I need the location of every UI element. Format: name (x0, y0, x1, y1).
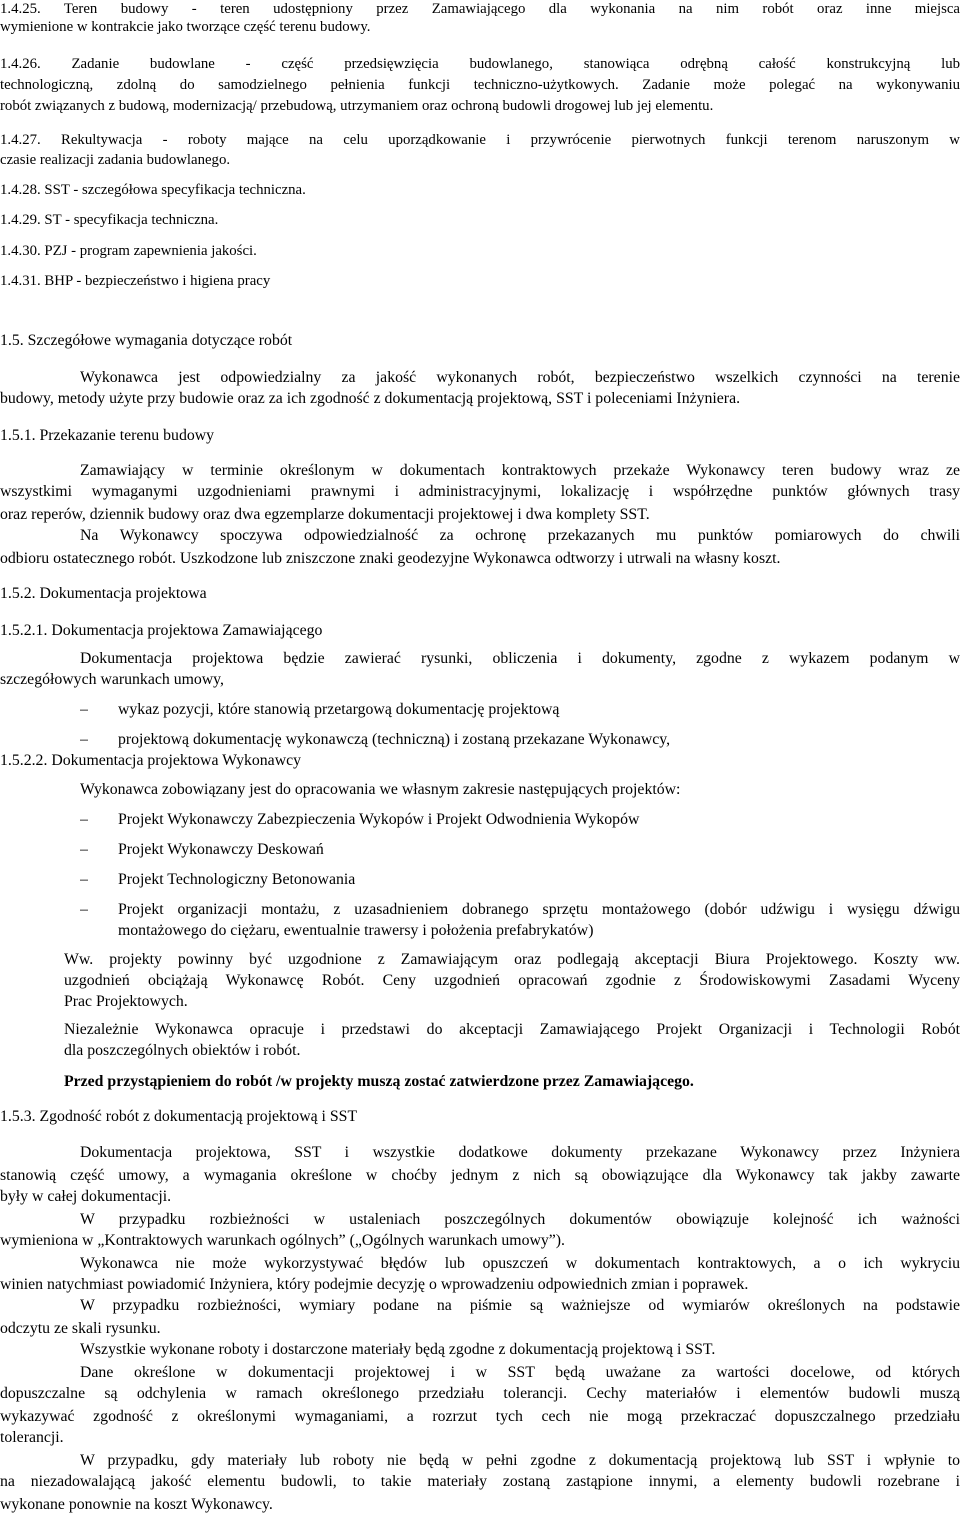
paragraph-1-5-3-line-9: odczytu ze skali rysunku. (0, 1320, 161, 1337)
list-item-continuation: montażowego do ciężaru, ewentualnie trawersy i położenia prefabrykatów) (118, 922, 594, 939)
section-heading-1-5-2-2: 1.5.2.2. Dokumentacja projektowa Wykonawcy (0, 752, 302, 769)
paragraph-1-5-3-line-6: Wykonawca nie może wykorzystywać błędów lub opuszczeń w dokumentach kontraktowych, a o ich wykryciu (80, 1255, 960, 1272)
list-item-text: Projekt Technologiczny Betonowania (118, 871, 356, 888)
definition-1-4-26-line-1: 1.4.26. Zadanie budowlane - część przedsięwzięcia budowlanego, stanowiąca odrębną całość konstrukcyjną lub (0, 56, 960, 72)
paragraph-1-5-3-line-15: W przypadku, gdy materiały lub roboty nie będą w pełni zgodne z dokumentacją projektową lub SST i wpłynie to (80, 1452, 960, 1469)
paragraph-1-5-2-1-line-2: szczegółowych warunkach umowy, (0, 671, 225, 688)
section-heading-1-5-2-1: 1.5.2.1. Dokumentacja projektowa Zamawiającego (0, 622, 323, 639)
section-heading-1-5: 1.5. Szczegółowe wymagania dotyczące robót (0, 332, 293, 349)
paragraph-1-5-1-line-5: odbioru ostatecznego robót. Uszkodzone lub zniszczone znaki geodezyjne Wykonawca odtworzy i utrwali na własny koszt. (0, 550, 781, 567)
paragraph-1-5-3-line-11: Dane określone w dokumentacji projektowej i w SST będą uważane za wartości docelowe, od których (80, 1364, 960, 1381)
list-item-text: Projekt Wykonawczy Zabezpieczenia Wykopów i Projekt Odwodnienia Wykopów (118, 811, 640, 828)
definition-1-4-30: 1.4.30. PZJ - program zapewnienia jakości. (0, 243, 257, 259)
definition-1-4-28: 1.4.28. SST - szczegółowa specyfikacja techniczna. (0, 182, 306, 198)
dash-icon: – (80, 841, 88, 858)
paragraph-1-5-3-line-12: dopuszczalne są odchylenia w ramach określonego przedziału tolerancji. Cechy materiałów i elementów budowli muszą (0, 1385, 960, 1402)
paragraph-ww-line-2: uzgodnień obciążają Wykonawcę Robót. Ceny uzgodnień opracowań zgodnie z Środowiskowymi Zasadami Wyceny (64, 972, 960, 989)
paragraph-ww-line-3: Prac Projektowych. (64, 993, 188, 1010)
paragraph-niezaleznie-line-1: Niezależnie Wykonawca opracuje i przedstawi do akceptacji Zamawiającego Projekt Organizacji i Technologii Robót (64, 1021, 960, 1038)
section-heading-1-5-2: 1.5.2. Dokumentacja projektowa (0, 585, 207, 602)
paragraph-1-5-3-line-3: były w całej dokumentacji. (0, 1188, 172, 1205)
dash-icon: – (80, 811, 88, 828)
paragraph-1-5-1-line-3: oraz reperów, dziennik budowy oraz dwa egzemplarze dokumentacji projektowej i dwa komplety SST. (0, 506, 650, 523)
paragraph-1-5-3-line-10: Wszystkie wykonane roboty i dostarczone materiały będą zgodne z dokumentacją projektową i SST. (80, 1341, 716, 1358)
list-item-text: wykaz pozycji, które stanowią przetargową dokumentację projektową (118, 701, 560, 718)
list-item (80, 700, 960, 720)
paragraph-1-5-3-line-14: tolerancji. (0, 1429, 64, 1446)
definition-1-4-25-line-1: 1.4.25. Teren budowy - teren udostępniony przez Zamawiającego dla wykonania na nim robót oraz inne miejsca (0, 1, 960, 17)
paragraph-1-5-3-line-13: wykazywać zgodność z określonymi wymaganiami, a rozrzut tych cech nie mogą przekraczać dopuszczalnego przedziału (0, 1408, 960, 1425)
paragraph-1-5-1-line-4: Na Wykonawcy spoczywa odpowiedzialność za ochronę przekazanych mu punktów pomiarowych do chwili (80, 527, 960, 544)
paragraph-1-5-3-line-16: na niezadowalającą jakość elementu budowli, to takie materiały zostaną zastąpione innymi, a elementy budowli rozebrane i (0, 1473, 960, 1490)
definition-1-4-26-line-3: robót związanych z budową, modernizacją/ przebudową, utrzymaniem oraz ochroną budowli drogowej lub jej elementu. (0, 98, 714, 114)
list-item (80, 840, 960, 860)
section-heading-1-5-1: 1.5.1. Przekazanie terenu budowy (0, 427, 215, 444)
dash-icon: – (80, 901, 88, 918)
list-item (80, 810, 960, 830)
paragraph-1-5-3-line-8: W przypadku rozbieżności, wymiary podane na piśmie są ważniejsze od wymiarów określonych na podstawie (80, 1297, 960, 1314)
paragraph-1-5-3-line-17: wykonane ponownie na koszt Wykonawcy. (0, 1496, 273, 1513)
definition-1-4-27-line-1: 1.4.27. Rekultywacja - roboty mające na celu uporządkowanie i przywrócenie pierwotnych funkcji terenom naruszonym w (0, 132, 960, 148)
paragraph-1-5-3-line-1: Dokumentacja projektowa, SST i wszystkie dodatkowe dokumenty przekazane Wykonawcy przez Inżyniera (80, 1144, 960, 1161)
paragraph-1-5-line-1: Wykonawca jest odpowiedzialny za jakość wykonanych robót, bezpieczeństwo wszelkich czynności na terenie (80, 369, 960, 386)
paragraph-1-5-3-line-2: stanowią część umowy, a wymagania określone w choćby jednym z nich są obowiązujące dla Wykonawcy tak jakby zawarte (0, 1167, 960, 1184)
list-item-text: Projekt Wykonawczy Deskowań (118, 841, 324, 858)
dash-icon: – (80, 731, 88, 748)
definition-1-4-26-line-2: technologiczną, zdolną do samodzielnego pełnienia funkcji techniczno-użytkowych. Zadanie może polegać na wykonywaniu (0, 77, 960, 93)
paragraph-1-5-2-2-intro: Wykonawca zobowiązany jest do opracowania we własnym zakresie następujących projektów: (80, 781, 681, 798)
paragraph-1-5-3-line-4: W przypadku rozbieżności w ustaleniach poszczególnych dokumentów obowiązuje kolejność ich ważności (80, 1211, 960, 1228)
section-heading-1-5-3: 1.5.3. Zgodność robót z dokumentacją projektową i SST (0, 1108, 358, 1125)
paragraph-1-5-3-line-5: wymieniona w „Kontraktowych warunkach ogólnych” („Ogólnych warunkach umowy”). (0, 1232, 566, 1249)
paragraph-1-5-2-1-line-1: Dokumentacja projektowa będzie zawierać rysunki, obliczenia i dokumenty, zgodne z wykazem podanym w (80, 650, 960, 667)
definition-1-4-31: 1.4.31. BHP - bezpieczeństwo i higiena pracy (0, 273, 271, 289)
dash-icon: – (80, 871, 88, 888)
paragraph-1-5-3-line-7: winien natychmiast powiadomić Inżyniera, który podejmie decyzję o wprowadzeniu odpowiednich zmian i poprawek. (0, 1276, 749, 1293)
list-item-text: Projekt organizacji montażu, z uzasadnieniem dobranego sprzętu montażowego (dobór udźwigu i wysięgu dźwigu (118, 901, 960, 918)
paragraph-1-5-1-line-2: wszystkimi wymaganymi uzgodnieniami prawnymi i administracyjnymi, lokalizację i współrzędne punktów głównych trasy (0, 483, 960, 500)
definition-1-4-29: 1.4.29. ST - specyfikacja techniczna. (0, 212, 219, 228)
definition-1-4-25-line-2: wymienione w kontrakcie jako tworzące część terenu budowy. (0, 19, 371, 35)
dash-icon: – (80, 701, 88, 718)
definition-1-4-27-line-2: czasie realizacji zadania budowlanego. (0, 152, 231, 168)
list-item (80, 730, 960, 750)
list-item (80, 900, 960, 920)
list-item (80, 870, 960, 890)
paragraph-niezaleznie-line-2: dla poszczególnych obiektów i robót. (64, 1042, 301, 1059)
bold-notice: Przed przystąpieniem do robót /w projekty muszą zostać zatwierdzone przez Zamawiającego. (64, 1073, 694, 1090)
paragraph-ww-line-1: Ww. projekty powinny być uzgodnione z Zamawiającym oraz podlegają akceptacji Biura Projektowego. Koszty ww. (64, 951, 960, 968)
paragraph-1-5-1-line-1: Zamawiający w terminie określonym w dokumentach kontraktowych przekaże Wykonawcy teren budowy wraz ze (80, 462, 960, 479)
list-item-text: projektową dokumentację wykonawczą (techniczną) i zostaną przekazane Wykonawcy, (118, 731, 671, 748)
paragraph-1-5-line-2: budowy, metody użyte przy budowie oraz za ich zgodność z dokumentacją projektową, SST i poleceniami Inżyniera. (0, 390, 741, 407)
